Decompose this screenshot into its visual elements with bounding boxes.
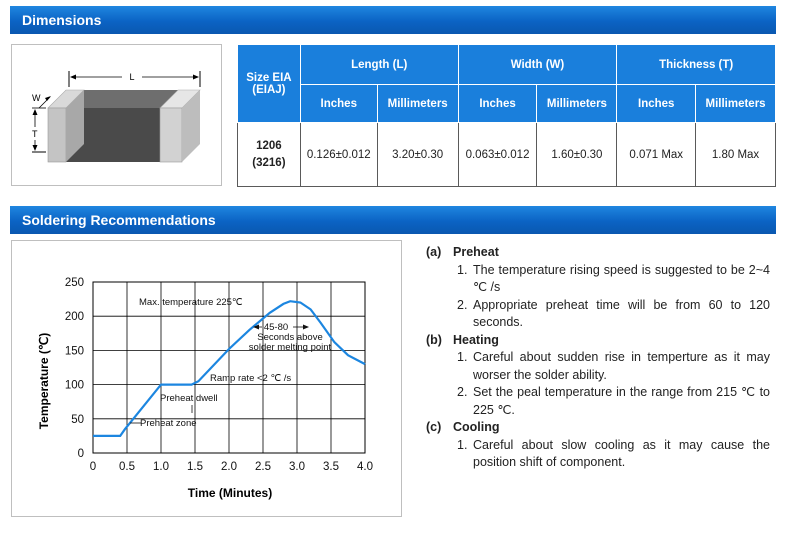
max-temp-label: Max. temperature 225℃	[139, 297, 243, 308]
ramp-rate-label: Ramp rate <2 ℃ /s	[210, 373, 292, 384]
dwell-label-top: 45-80	[263, 322, 289, 333]
x-tick-label: 4.0	[357, 461, 373, 473]
rec-item-text: Appropriate preheat time will be from 60 to 120 seconds.	[473, 297, 770, 329]
y-tick-label: 0	[77, 448, 84, 460]
y-tick-label: 150	[64, 345, 84, 358]
x-tick-label: 3.5	[323, 461, 339, 473]
rec-list-item	[426, 262, 770, 297]
rec-item-text: Careful about sudden rise in temperture as it may worser the solder ability.	[473, 350, 770, 382]
reflow-chart-svg	[12, 241, 403, 518]
width-mm-cell: 1.60±0.30	[537, 123, 617, 187]
x-tick-label: 1.0	[153, 461, 169, 473]
rec-section-title: Cooling	[453, 420, 500, 434]
dimensions-header: Dimensions	[10, 6, 776, 34]
dwell-label-mid: Seconds above	[257, 332, 323, 343]
rec-section-heading	[426, 419, 770, 437]
thickness-inches-cell: 0.071 Max	[617, 123, 696, 187]
svg-text:W: W	[32, 93, 41, 103]
y-tick-label: 250	[64, 277, 84, 289]
preheat-dwell-label: Preheat dwell	[160, 393, 218, 404]
dwell-label-bottom: solder melting point	[248, 342, 332, 353]
rec-section-heading	[426, 332, 770, 350]
length-group-header: Length (L)	[300, 45, 458, 85]
rec-section-tag: (a)	[426, 245, 442, 259]
rec-section-title: Preheat	[453, 245, 499, 259]
unit-header: Inches	[458, 85, 537, 123]
unit-header: Millimeters	[377, 85, 458, 123]
rec-item-number: 1.	[457, 350, 468, 364]
length-inches-cell: 0.126±0.012	[300, 123, 377, 187]
rec-item-number: 1.	[457, 262, 468, 277]
rec-item-text: Set the peal temperature in the range from 215 ℃ to 225 ℃.	[473, 385, 770, 417]
rec-list-item	[426, 297, 770, 332]
size-header: Size EIA (EIAJ)	[238, 45, 301, 123]
y-tick-label: 100	[64, 379, 84, 392]
rec-section-tag: (c)	[426, 420, 442, 434]
rec-item-number: 2.	[457, 385, 468, 399]
y-axis-title: Temperature (℃)	[37, 332, 51, 430]
width-inches-cell: 0.063±0.012	[458, 123, 537, 187]
y-tick-label: 200	[64, 311, 84, 324]
chip-resistor-drawing	[12, 45, 223, 187]
x-tick-label: 0	[89, 461, 97, 473]
x-tick-label: 3.0	[289, 461, 305, 473]
rec-section-heading	[426, 244, 770, 262]
y-tick-label: 50	[71, 413, 84, 426]
preheat-zone-label: Preheat zone	[140, 418, 197, 429]
soldering-recommendations	[426, 244, 770, 472]
rec-item-text: The temperature rising speed is suggested to be 2~4 ℃ /s	[473, 262, 770, 294]
soldering-header: Soldering Recommendations	[10, 206, 776, 234]
unit-header: Inches	[300, 85, 377, 123]
x-tick-label: 0.5	[119, 461, 135, 473]
x-tick-label: 2.0	[221, 461, 237, 473]
rec-item-text: Careful about slow cooling as it may cause the position shift of component.	[473, 437, 770, 469]
rec-section-title: Heating	[453, 332, 499, 347]
thickness-mm-cell: 1.80 Max	[696, 123, 776, 187]
unit-header: Inches	[617, 85, 696, 123]
svg-text:L: L	[129, 72, 135, 82]
x-tick-label: 1.5	[187, 461, 203, 473]
length-mm-cell: 3.20±0.30	[377, 123, 458, 187]
reflow-chart	[11, 240, 402, 517]
rec-list-item	[426, 349, 770, 384]
x-tick-label: 2.5	[255, 461, 271, 473]
svg-text:T: T	[32, 129, 38, 139]
width-group-header: Width (W)	[458, 45, 617, 85]
x-axis-title: Time (Minutes)	[187, 486, 273, 500]
rec-list-item	[426, 384, 770, 419]
unit-header: Millimeters	[696, 85, 776, 123]
chip-diagram	[11, 44, 222, 186]
rec-item-number: 2.	[457, 297, 468, 312]
rec-section-tag: (b)	[426, 332, 442, 347]
dimensions-table	[237, 44, 776, 187]
rec-list-item	[426, 437, 770, 472]
unit-header: Millimeters	[537, 85, 617, 123]
size-cell: 1206 (3216)	[238, 123, 301, 187]
thickness-group-header: Thickness (T)	[617, 45, 776, 85]
rec-item-number: 1.	[457, 437, 468, 452]
